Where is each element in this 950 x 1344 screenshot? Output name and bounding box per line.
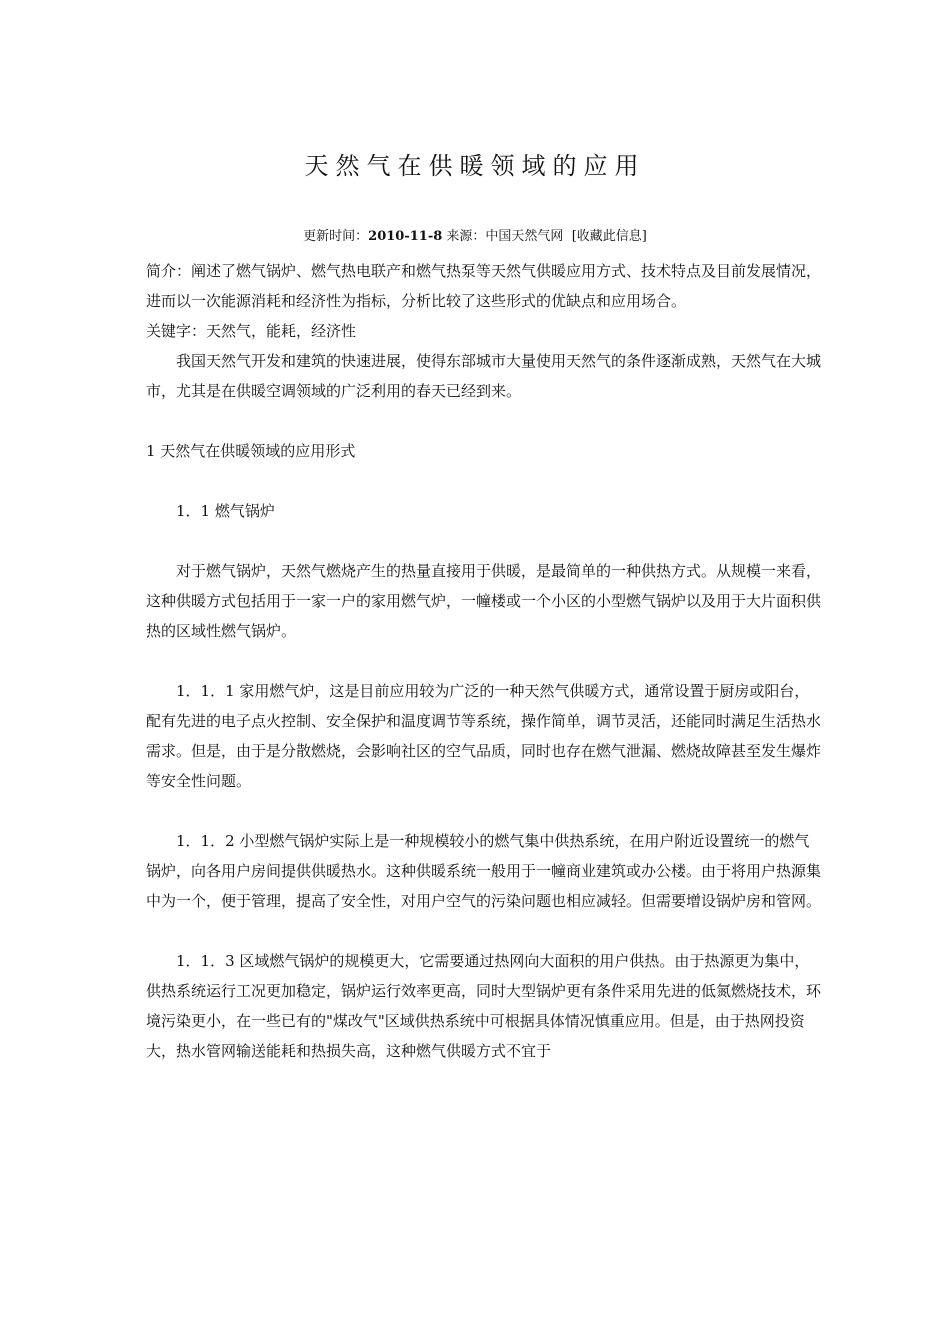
intro-paragraph: 我国天然气开发和建筑的快速进展，使得东部城市大量使用天然气的条件逐渐成熟，天然气在大城市，尤其是在供暖空调领域的广泛利用的春天已经到来。	[146, 352, 822, 400]
document-body	[146, 256, 822, 1066]
source-label: 来源：中国天然气网	[442, 229, 564, 244]
abstract-paragraph: 简介：阐述了燃气锅炉、燃气热电联产和燃气热泵等天然气供暖应用方式、技术特点及目前发展情况，进而以一次能源消耗和经济性为指标，分析比较了这些形式的优缺点和应用场合。	[146, 262, 822, 310]
section-1-1-heading: 1．1 燃气锅炉	[176, 502, 275, 520]
section-1-1-3-paragraph: 1．1．3 区域燃气锅炉的规模更大，它需要通过热网向大面积的用户供热。由于热源更为集中，供热系统运行工况更加稳定，锅炉运行效率更高，同时大型锅炉更有条件采用先进的低氮燃烧技术，环境污染更小，在一些已有的"煤改气"区域供热系统中可根据具体情况慎重应用。但是，由于热网投资大，热水管网输送能耗和热损失高，这种燃气供暖方式不宜于	[146, 952, 822, 1060]
document-title: 天然气在供暖领域的应用	[304, 152, 646, 180]
section-1-1-paragraph: 对于燃气锅炉，天然气燃烧产生的热量直接用于供暖，是最简单的一种供热方式。从规模一来看，这种供暖方式包括用于一家一户的家用燃气炉，一幢楼或一个小区的小型燃气锅炉以及用于大片面积供热的区域性燃气锅炉。	[146, 562, 822, 640]
document-meta	[0, 225, 950, 244]
update-label: 更新时间：	[303, 229, 369, 244]
section-1-1-1-paragraph: 1．1．1 家用燃气炉，这是目前应用较为广泛的一种天然气供暖方式，通常设置于厨房或阳台，配有先进的电子点火控制、安全保护和温度调节等系统，操作简单，调节灵活，还能同时满足生活热水需求。但是，由于是分散燃烧，会影响社区的空气品质，同时也存在燃气泄漏、燃烧故障甚至发生爆炸等安全性问题。	[146, 682, 822, 790]
keywords-line: 关键字：天然气，能耗，经济性	[146, 322, 357, 340]
update-date: 2010-11-8	[368, 229, 443, 244]
section-1-1-2-paragraph: 1．1．2 小型燃气锅炉实际上是一种规模较小的燃气集中供热系统，在用户附近设置统一的燃气锅炉，向各用户房间提供供暖热水。这种供暖系统一般用于一幢商业建筑或办公楼。由于将用户热源集中为一个，便于管理，提高了安全性，对用户空气的污染问题也相应减轻。但需要增设锅炉房和管网。	[146, 832, 822, 910]
bookmark-link[interactable]: [收藏此信息]	[571, 229, 647, 244]
section-1-heading: 1 天然气在供暖领域的应用形式	[146, 442, 356, 460]
